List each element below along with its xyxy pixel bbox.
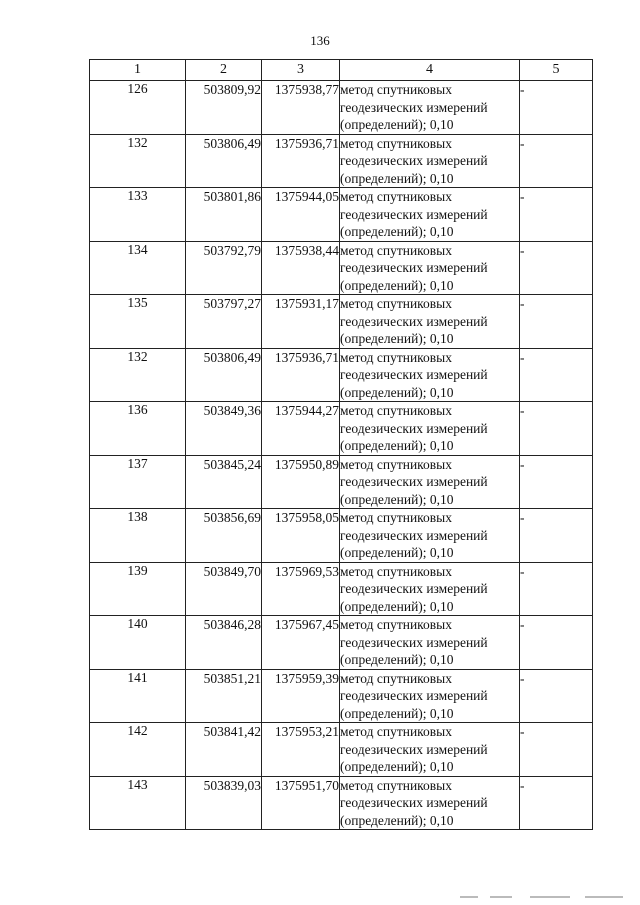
method-cell xyxy=(340,562,520,616)
note-cell-text: - xyxy=(520,82,525,97)
note-cell-text: - xyxy=(520,403,525,418)
column-header-5: 5 xyxy=(520,60,593,81)
x-coordinate-cell-text: 503849,70 xyxy=(203,563,261,579)
method-cell-text: метод спутниковых геодезических измерений (определений); 0,10 xyxy=(340,403,488,453)
point-number-cell xyxy=(90,616,186,670)
x-coordinate-cell-text: 503792,79 xyxy=(203,242,261,258)
y-coordinate-cell-text: 1375969,53 xyxy=(274,563,339,579)
y-coordinate-cell-text: 1375938,44 xyxy=(274,242,339,258)
note-cell-text: - xyxy=(520,189,525,204)
x-coordinate-cell xyxy=(186,669,262,723)
note-cell-text: - xyxy=(520,777,525,793)
x-coordinate-cell-text: 503856,69 xyxy=(203,510,261,525)
column-header-3: 3 xyxy=(262,60,340,81)
x-coordinate-cell xyxy=(186,723,262,777)
point-number-cell xyxy=(90,669,186,723)
note-cell xyxy=(520,81,593,135)
table-row xyxy=(90,455,593,509)
x-coordinate-cell xyxy=(186,188,262,242)
y-coordinate-cell xyxy=(262,616,340,670)
point-number-cell-text: 126 xyxy=(127,81,148,96)
y-coordinate-cell-text: 1375944,27 xyxy=(274,403,339,418)
method-cell xyxy=(340,134,520,188)
method-cell xyxy=(340,348,520,402)
method-cell xyxy=(340,241,520,295)
point-number-cell-text: 138 xyxy=(127,509,148,524)
y-coordinate-cell-text: 1375958,05 xyxy=(274,510,339,525)
x-coordinate-cell-text: 503806,49 xyxy=(203,135,261,151)
x-coordinate-cell xyxy=(186,295,262,349)
y-coordinate-cell-text: 1375953,21 xyxy=(274,724,339,739)
x-coordinate-cell-text: 503797,27 xyxy=(203,296,261,311)
point-number-cell xyxy=(90,402,186,456)
method-cell-text: метод спутниковых геодезических измерений (определений); 0,10 xyxy=(340,242,488,293)
point-number-cell xyxy=(90,241,186,295)
x-coordinate-cell xyxy=(186,134,262,188)
method-cell-text: метод спутниковых геодезических измерений (определений); 0,10 xyxy=(340,724,488,774)
y-coordinate-cell-text: 1375944,05 xyxy=(274,189,339,204)
y-coordinate-cell-text: 1375938,77 xyxy=(274,82,339,97)
y-coordinate-cell xyxy=(262,562,340,616)
method-cell xyxy=(340,509,520,563)
point-number-cell-text: 134 xyxy=(127,241,148,257)
column-header-4: 4 xyxy=(340,60,520,81)
method-cell-text: метод спутниковых геодезических измерений (определений); 0,10 xyxy=(340,349,488,400)
note-cell-text: - xyxy=(520,724,525,739)
method-cell-text: метод спутниковых геодезических измерений (определений); 0,10 xyxy=(340,135,488,186)
table-row xyxy=(90,562,593,616)
x-coordinate-cell-text: 503806,49 xyxy=(203,349,261,365)
y-coordinate-cell xyxy=(262,776,340,830)
x-coordinate-cell xyxy=(186,562,262,616)
method-cell xyxy=(340,616,520,670)
point-number-cell-text: 135 xyxy=(127,295,148,310)
method-cell-text: метод спутниковых геодезических измерений (определений); 0,10 xyxy=(340,296,488,346)
point-number-cell xyxy=(90,455,186,509)
table-row xyxy=(90,295,593,349)
note-cell xyxy=(520,241,593,295)
method-cell xyxy=(340,188,520,242)
method-cell-text: метод спутниковых геодезических измерений (определений); 0,10 xyxy=(340,563,488,614)
x-coordinate-cell-text: 503845,24 xyxy=(203,456,261,472)
x-coordinate-cell-text: 503846,28 xyxy=(203,617,261,632)
table-row xyxy=(90,402,593,456)
page-number: 136 xyxy=(310,33,330,48)
note-cell-text: - xyxy=(520,242,525,258)
y-coordinate-cell-text: 1375936,71 xyxy=(274,349,339,365)
note-cell-text: - xyxy=(520,296,525,311)
point-number-cell-text: 137 xyxy=(127,455,148,471)
table-row xyxy=(90,509,593,563)
point-number-cell xyxy=(90,134,186,188)
note-cell xyxy=(520,509,593,563)
table-row xyxy=(90,776,593,830)
note-cell xyxy=(520,562,593,616)
note-cell-text: - xyxy=(520,456,525,472)
point-number-cell-text: 142 xyxy=(127,723,148,738)
y-coordinate-cell xyxy=(262,348,340,402)
y-coordinate-cell xyxy=(262,402,340,456)
method-cell-text: метод спутниковых геодезических измерений (определений); 0,10 xyxy=(340,189,488,239)
x-coordinate-cell-text: 503801,86 xyxy=(203,189,261,204)
note-cell xyxy=(520,295,593,349)
point-number-cell xyxy=(90,188,186,242)
point-number-cell-text: 136 xyxy=(127,402,148,417)
y-coordinate-cell xyxy=(262,509,340,563)
table-row xyxy=(90,616,593,670)
table-row xyxy=(90,723,593,777)
method-cell-text: метод спутниковых геодезических измерений (определений); 0,10 xyxy=(340,82,488,132)
y-coordinate-cell-text: 1375950,89 xyxy=(274,456,339,472)
table-row xyxy=(90,81,593,135)
x-coordinate-cell-text: 503851,21 xyxy=(203,670,261,686)
x-coordinate-cell xyxy=(186,455,262,509)
point-number-cell-text: 140 xyxy=(127,616,148,631)
method-cell xyxy=(340,455,520,509)
x-coordinate-cell xyxy=(186,348,262,402)
column-header-1: 1 xyxy=(90,60,186,81)
method-cell-text: метод спутниковых геодезических измерений (определений); 0,10 xyxy=(340,670,488,721)
point-number-cell xyxy=(90,723,186,777)
x-coordinate-cell-text: 503849,36 xyxy=(203,403,261,418)
note-cell-text: - xyxy=(520,563,525,579)
note-cell-text: - xyxy=(520,135,525,151)
column-header-2: 2 xyxy=(186,60,262,81)
point-number-cell xyxy=(90,295,186,349)
method-cell xyxy=(340,295,520,349)
y-coordinate-cell-text: 1375967,45 xyxy=(274,617,339,632)
point-number-cell-text: 132 xyxy=(127,134,148,150)
note-cell xyxy=(520,455,593,509)
point-number-cell-text: 143 xyxy=(127,776,148,792)
table-row xyxy=(90,188,593,242)
table-row xyxy=(90,669,593,723)
table-row xyxy=(90,134,593,188)
method-cell-text: метод спутниковых геодезических измерений (определений); 0,10 xyxy=(340,456,488,507)
table-header-row xyxy=(90,60,593,81)
x-coordinate-cell-text: 503809,92 xyxy=(203,82,261,97)
y-coordinate-cell xyxy=(262,188,340,242)
x-coordinate-cell xyxy=(186,402,262,456)
x-coordinate-cell xyxy=(186,616,262,670)
method-cell xyxy=(340,723,520,777)
table-row xyxy=(90,241,593,295)
y-coordinate-cell xyxy=(262,669,340,723)
note-cell xyxy=(520,616,593,670)
table-row xyxy=(90,348,593,402)
note-cell xyxy=(520,134,593,188)
point-number-cell-text: 133 xyxy=(127,188,148,203)
x-coordinate-cell xyxy=(186,81,262,135)
note-cell xyxy=(520,669,593,723)
note-cell xyxy=(520,776,593,830)
x-coordinate-cell-text: 503841,42 xyxy=(203,724,261,739)
x-coordinate-cell-text: 503839,03 xyxy=(203,777,261,793)
point-number-cell xyxy=(90,509,186,563)
y-coordinate-cell xyxy=(262,81,340,135)
method-cell-text: метод спутниковых геодезических измерений (определений); 0,10 xyxy=(340,617,488,667)
note-cell xyxy=(520,402,593,456)
method-cell xyxy=(340,402,520,456)
y-coordinate-cell xyxy=(262,455,340,509)
x-coordinate-cell xyxy=(186,509,262,563)
method-cell xyxy=(340,669,520,723)
point-number-cell xyxy=(90,348,186,402)
method-cell-text: метод спутниковых геодезических измерений (определений); 0,10 xyxy=(340,777,488,828)
coordinates-table xyxy=(89,59,593,830)
y-coordinate-cell-text: 1375931,17 xyxy=(274,296,339,311)
note-cell xyxy=(520,723,593,777)
note-cell xyxy=(520,348,593,402)
note-cell-text: - xyxy=(520,617,525,632)
y-coordinate-cell-text: 1375959,39 xyxy=(274,670,339,686)
point-number-cell xyxy=(90,81,186,135)
point-number-cell xyxy=(90,562,186,616)
method-cell-text: метод спутниковых геодезических измерений (определений); 0,10 xyxy=(340,510,488,560)
y-coordinate-cell xyxy=(262,723,340,777)
point-number-cell xyxy=(90,776,186,830)
point-number-cell-text: 132 xyxy=(127,348,148,364)
y-coordinate-cell-text: 1375936,71 xyxy=(274,135,339,151)
y-coordinate-cell xyxy=(262,134,340,188)
y-coordinate-cell xyxy=(262,241,340,295)
note-cell xyxy=(520,188,593,242)
x-coordinate-cell xyxy=(186,776,262,830)
y-coordinate-cell xyxy=(262,295,340,349)
point-number-cell-text: 139 xyxy=(127,562,148,578)
scan-artifact xyxy=(460,896,630,899)
note-cell-text: - xyxy=(520,670,525,686)
method-cell xyxy=(340,81,520,135)
x-coordinate-cell xyxy=(186,241,262,295)
method-cell xyxy=(340,776,520,830)
note-cell-text: - xyxy=(520,349,525,365)
y-coordinate-cell-text: 1375951,70 xyxy=(274,777,339,793)
point-number-cell-text: 141 xyxy=(127,669,148,685)
note-cell-text: - xyxy=(520,510,525,525)
